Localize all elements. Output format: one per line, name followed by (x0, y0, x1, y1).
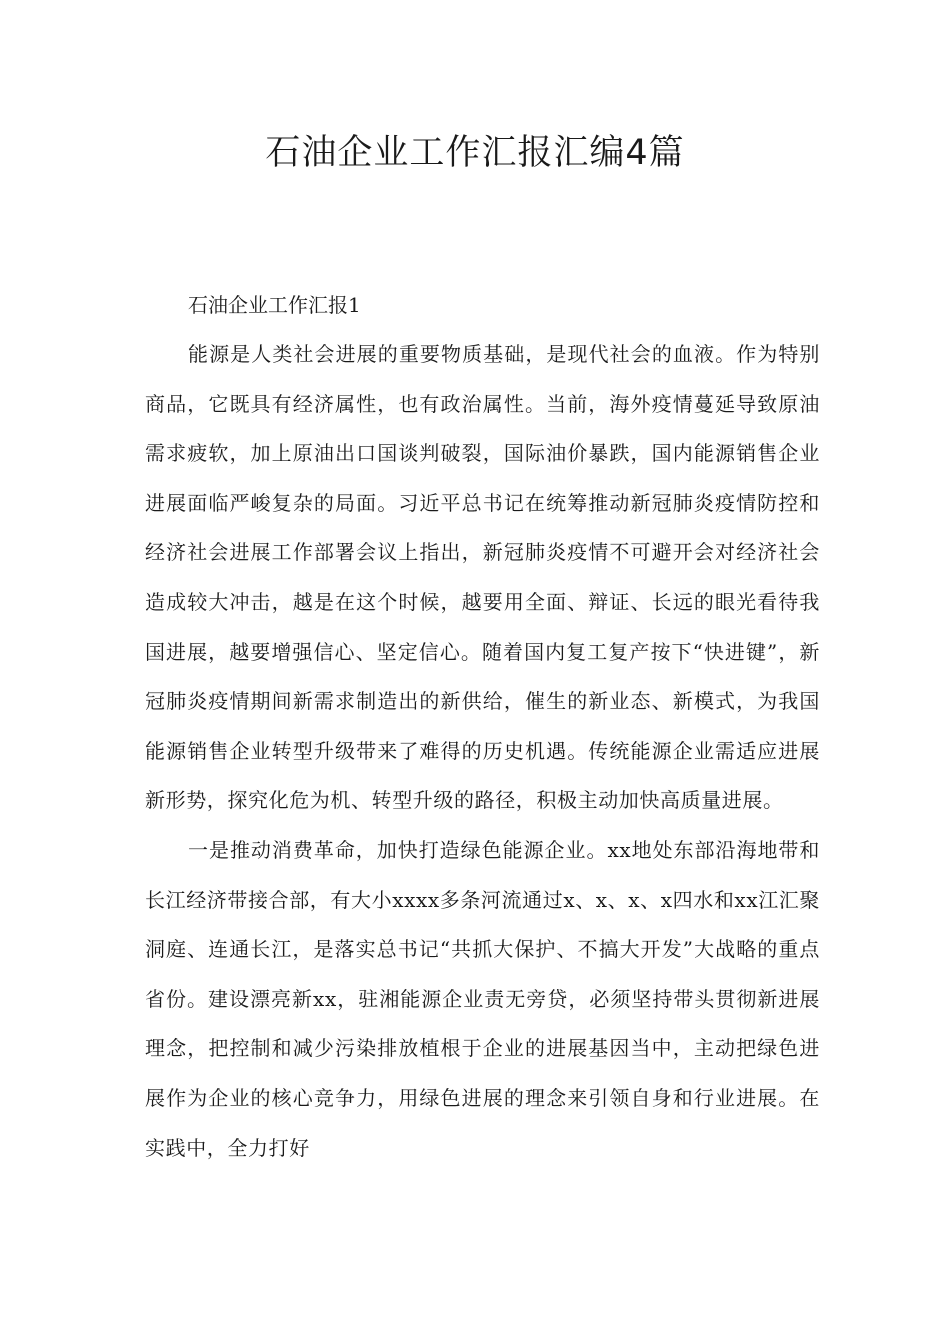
document-body (145, 280, 820, 1173)
paragraph-2: 一是推动消费革命，加快打造绿色能源企业。xx地处东部沿海地带和长江经济带接合部，有大小xxxx多条河流通过x、x、x、x四水和xx江汇聚洞庭、连通长江，是落实总书记“共抓大保护、不搞大开发”大战略的重点省份。建设漂亮新xx，驻湘能源企业责无旁贷，必须坚持带头贯彻新进展理念，把控制和减少污染排放植根于企业的进展基因当中，主动把绿色进展作为企业的核心竞争力，用绿色进展的理念来引领自身和行业进展。在实践中，全力打好 (145, 837, 820, 1160)
paragraph-1: 能源是人类社会进展的重要物质基础，是现代社会的血液。作为特别商品，它既具有经济属性，也有政治属性。当前，海外疫情蔓延导致原油需求疲软，加上原油出口国谈判破裂，国际油价暴跌，国内能源销售企业进展面临严峻复杂的局面。习近平总书记在统筹推动新冠肺炎疫情防控和经济社会进展工作部署会议上指出，新冠肺炎疫情不可避开会对经济社会造成较大冲击，越是在这个时候，越要用全面、辩证、长远的眼光看待我国进展，越要增强信心、坚定信心。随着国内复工复产按下“快进键”，新冠肺炎疫情期间新需求制造出的新供给，催生的新业态、新模式，为我国能源销售企业转型升级带来了难得的历史机遇。传统能源企业需适应进展新形势，探究化危为机、转型升级的路径，积极主动加快高质量进展。 (145, 342, 820, 813)
document-title: 石油企业工作汇报汇编4篇 (265, 133, 685, 173)
section-title: 石油企业工作汇报1 (188, 293, 361, 317)
